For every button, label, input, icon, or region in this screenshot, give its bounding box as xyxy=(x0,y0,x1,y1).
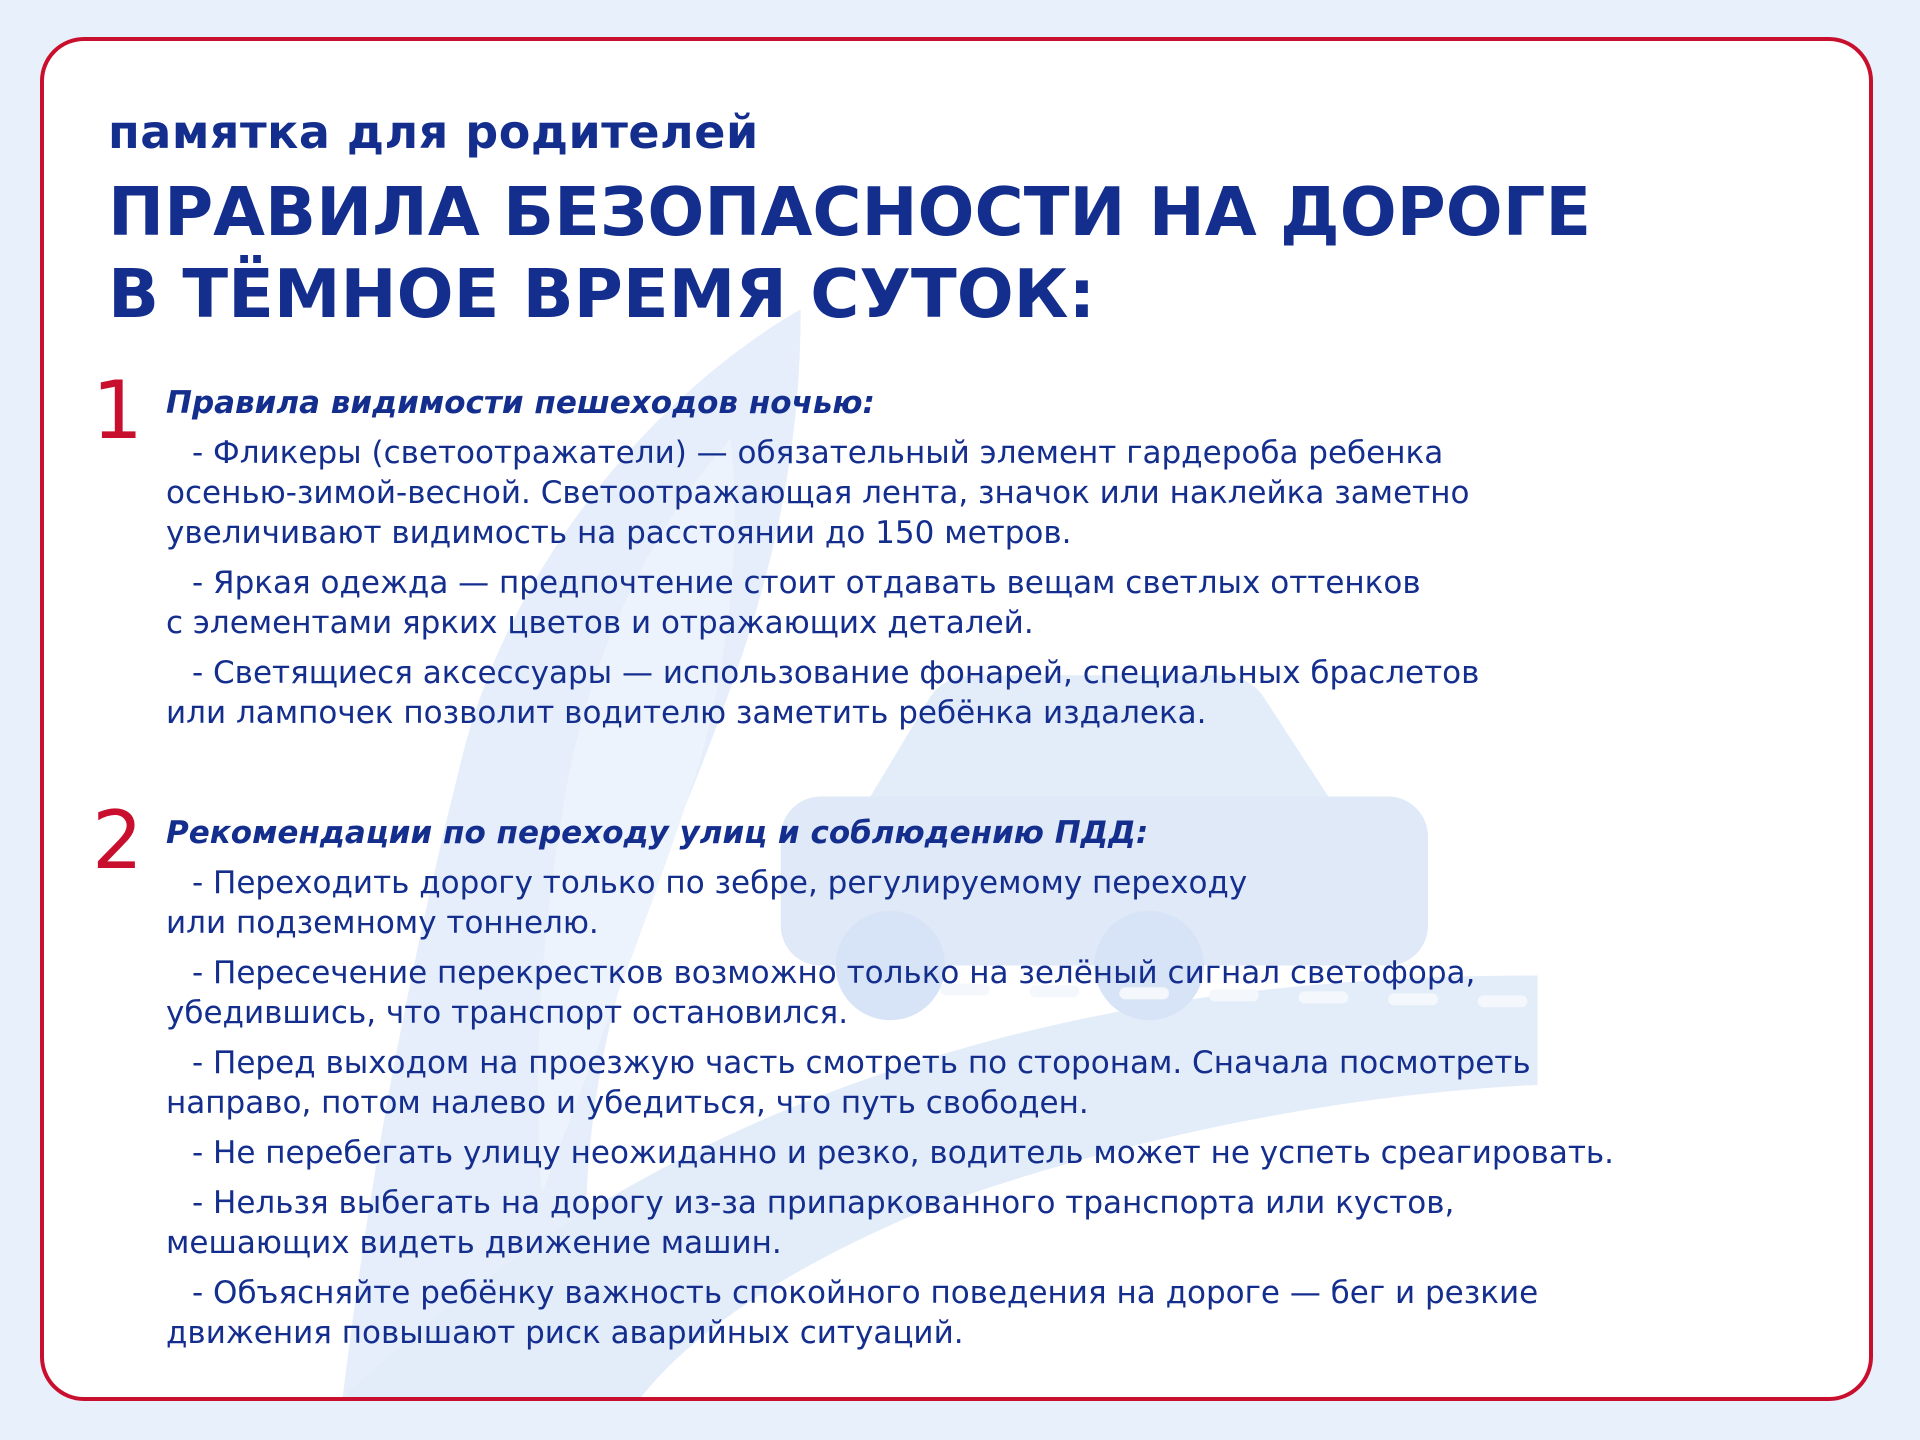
list-item xyxy=(166,1183,1826,1263)
list-item-line: движения повышают риск аварийных ситуаций. xyxy=(166,1315,964,1351)
list-item-line: - Нельзя выбегать на дорогу из-за припаркованного транспорта или кустов, xyxy=(192,1185,1455,1221)
list-item xyxy=(166,1273,1826,1353)
list-item-line: убедившись, что транспорт остановился. xyxy=(166,995,849,1031)
list-item-line: или лампочек позволит водителю заметить ребёнка издалека. xyxy=(166,695,1207,731)
section-number-2: 2 xyxy=(92,794,143,887)
list-item-line: или подземному тоннелю. xyxy=(166,905,599,941)
list-item-line: осенью-зимой-весной. Светоотражающая лента, значок или наклейка заметно xyxy=(166,475,1470,511)
list-item xyxy=(166,953,1826,1033)
list-item xyxy=(166,1133,1826,1173)
title-line-2: В ТЁМНОЕ ВРЕМЯ СУТОК: xyxy=(108,255,1096,333)
list-item-line: - Не перебегать улицу неожиданно и резко, водитель может не успеть среагировать. xyxy=(192,1135,1615,1171)
list-item-line: с элементами ярких цветов и отражающих деталей. xyxy=(166,605,1034,641)
section-heading: Правила видимости пешеходов ночью: xyxy=(166,385,875,421)
list-item-line: - Переходить дорогу только по зебре, регулируемому переходу xyxy=(192,865,1248,901)
list-item-line: увеличивают видимость на расстоянии до 150 метров. xyxy=(166,515,1072,551)
page-title xyxy=(108,171,1591,335)
list-item xyxy=(166,433,1826,553)
list-item xyxy=(166,1043,1826,1123)
section-number-1: 1 xyxy=(92,364,143,457)
list-item-line: направо, потом налево и убедиться, что путь свободен. xyxy=(166,1085,1089,1121)
list-item-line: - Перед выходом на проезжую часть смотреть по сторонам. Сначала посмотреть xyxy=(192,1045,1531,1081)
title-line-1: ПРАВИЛА БЕЗОПАСНОСТИ НА ДОРОГЕ xyxy=(108,173,1592,251)
list-item-line: - Яркая одежда — предпочтение стоит отдавать вещам светлых оттенков xyxy=(192,565,1421,601)
memo-card xyxy=(40,37,1873,1401)
list-item-line: - Пересечение перекрестков возможно только на зелёный сигнал светофора, xyxy=(192,955,1476,991)
list-item xyxy=(166,653,1826,733)
list-item xyxy=(166,563,1826,643)
list-item-line: мешающих видеть движение машин. xyxy=(166,1225,782,1261)
memo-subtitle: памятка для родителей xyxy=(108,105,759,159)
section-visibility xyxy=(166,383,1826,743)
list-item-line: - Светящиеся аксессуары — использование фонарей, специальных браслетов xyxy=(192,655,1480,691)
list-item-line: - Объясняйте ребёнку важность спокойного поведения на дороге — бег и резкие xyxy=(192,1275,1539,1311)
list-item-line: - Фликеры (светоотражатели) — обязательный элемент гардероба ребенка xyxy=(192,435,1444,471)
list-item xyxy=(166,863,1826,943)
section-heading: Рекомендации по переходу улиц и соблюдению ПДД: xyxy=(166,815,1149,851)
section-street-crossing xyxy=(166,813,1826,1363)
